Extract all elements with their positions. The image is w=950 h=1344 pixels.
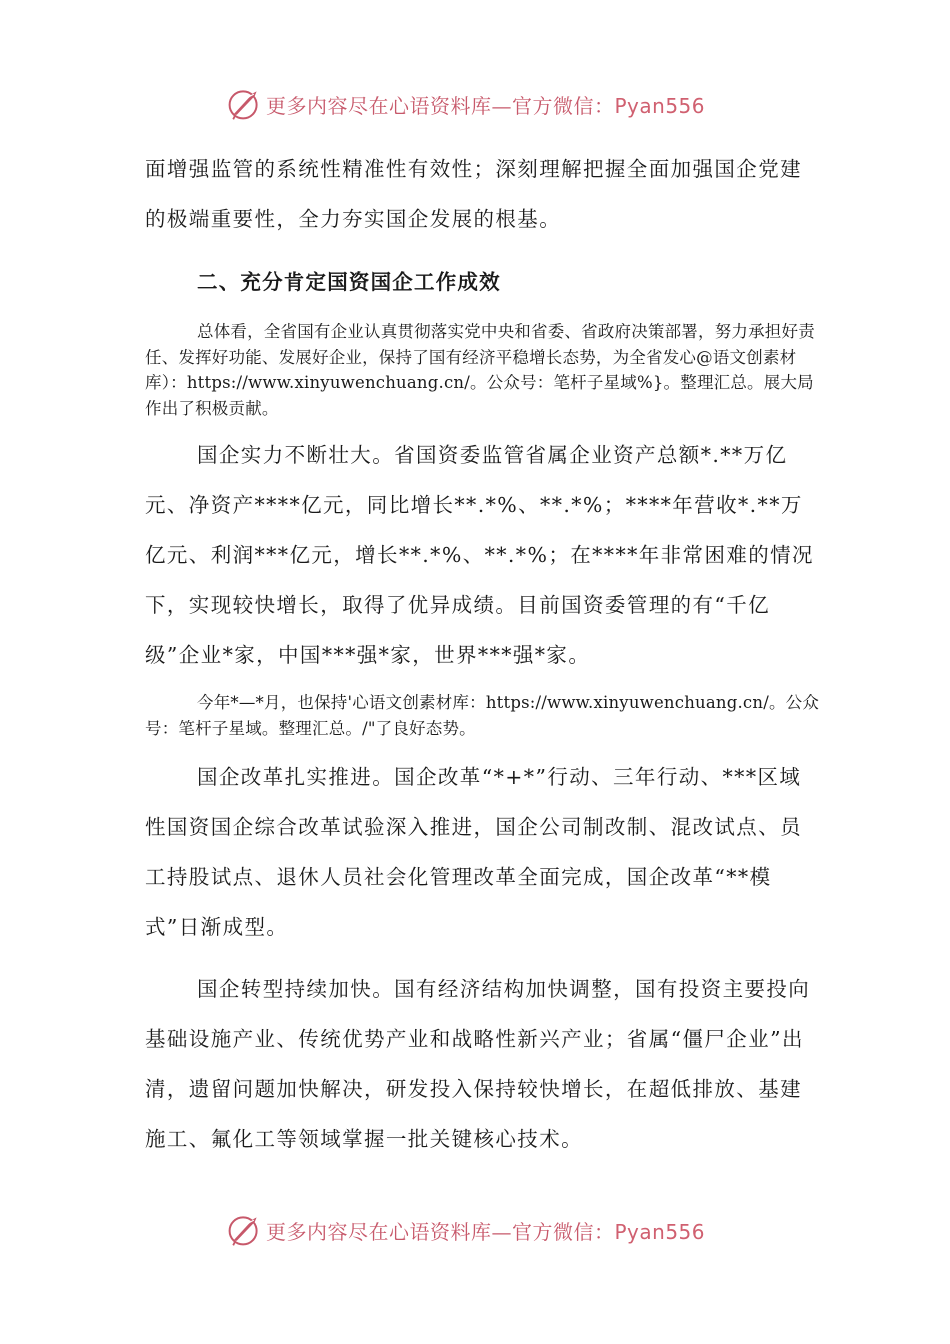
paragraph-continuation: 面增强监管的系统性精准性有效性；深刻理解把握全面加强国企党建的极端重要性，全力夯实国企发展的根基。	[145, 157, 802, 231]
section-heading: 二、充分肯定国资国企工作成效	[197, 270, 501, 294]
paragraph-this-year: 今年*—*月，也保持'心语文创素材库：https://www.xinyuwenchuang.cn/。公众号：笔杆子星域。整理汇总。/"了良好态势。	[145, 693, 820, 738]
quill-pen-logo-icon	[226, 86, 262, 122]
paragraph-strength: 国企实力不断壮大。省国资委监管省属企业资产总额*.**万亿元、净资产****亿元，同比增长**.*%、**.*%；****年营收*.**万亿元、利润***亿元，增长**.*%、**.*%；在****年非常困难的情况下，实现较快增长，取得了优异成绩。目前国资委管理的有“千亿级”企业*家，中国***强*家，世界***强*家。	[145, 443, 814, 667]
footer-banner	[226, 1210, 746, 1250]
banner-text: 更多内容尽在心语资料库—官方微信：Pyan556	[266, 1219, 706, 1244]
banner-text: 更多内容尽在心语资料库—官方微信：Pyan556	[266, 93, 706, 118]
paragraph-reform: 国企改革扎实推进。国企改革“*+*”行动、三年行动、***区域性国资国企综合改革试验深入推进，国企公司制改制、混改试点、员工持股试点、退休人员社会化管理改革全面完成，国企改革“**模式”日渐成型。	[145, 765, 802, 939]
paragraph-overview: 总体看，全省国有企业认真贯彻落实党中央和省委、省政府决策部署，努力承担好责任、发挥好功能、发展好企业，保持了国有经济平稳增长态势，为全省发心@语文创素材库）：https://www.xinyuwenchuang.cn/。公众号：笔杆子星域%}。整理汇总。展大局作出了积极贡献。	[145, 322, 815, 418]
paragraph-transformation: 国企转型持续加快。国有经济结构加快调整，国有投资主要投向基础设施产业、传统优势产业和战略性新兴产业；省属“僵尸企业”出清，遗留问题加快解决，研发投入保持较快增长，在超低排放、基建施工、氟化工等领域掌握一批关键核心技术。	[145, 977, 811, 1151]
header-banner	[226, 84, 746, 124]
quill-pen-logo-icon	[226, 1212, 262, 1248]
